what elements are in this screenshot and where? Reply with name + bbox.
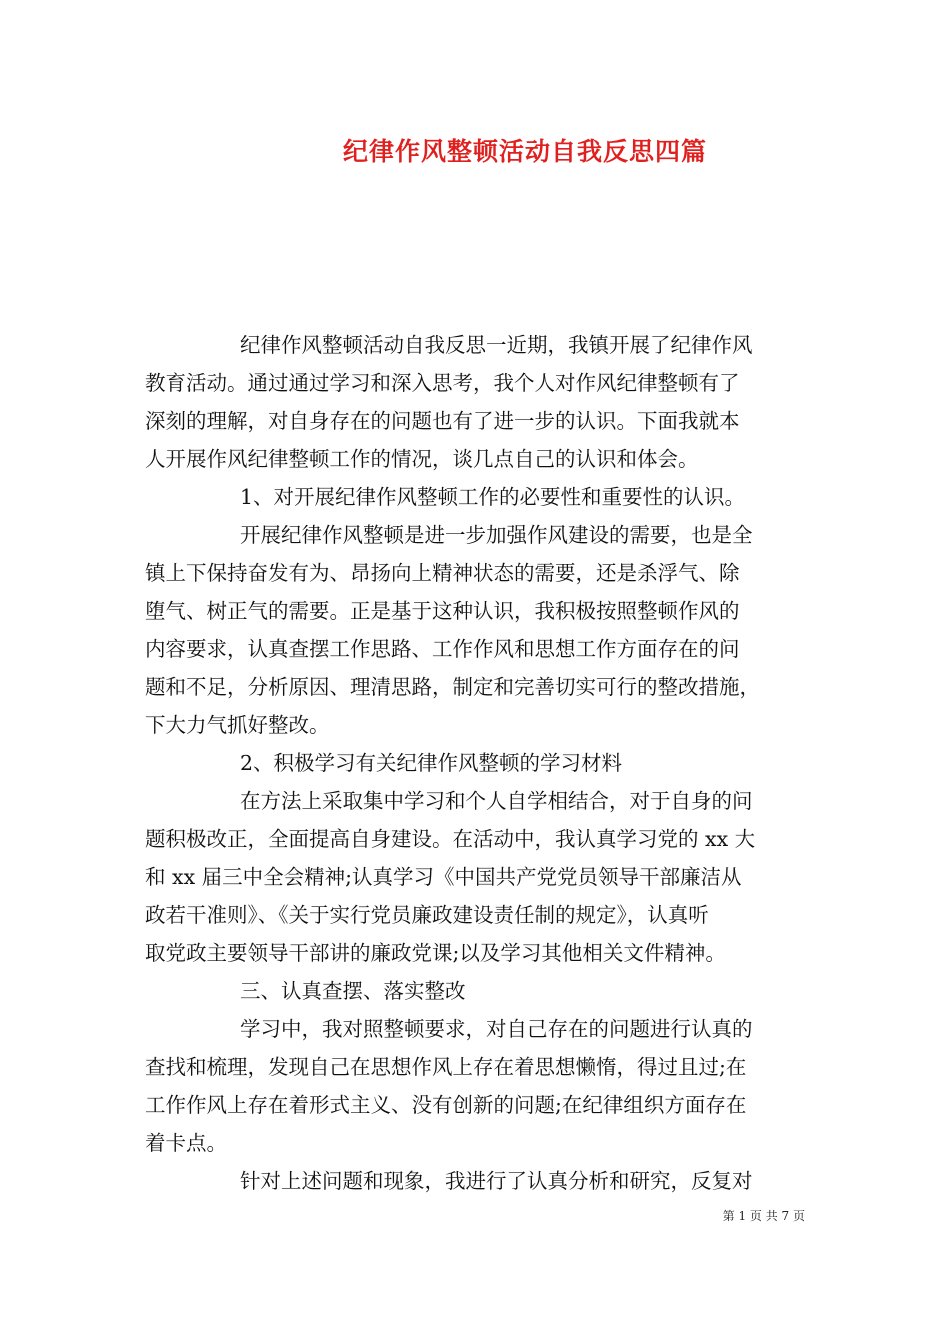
paragraph-line: 纪律作风整顿活动自我反思一近期，我镇开展了纪律作风 <box>240 333 753 357</box>
document-body <box>145 326 810 1200</box>
section-heading: 1、对开展纪律作风整顿工作的必要性和重要性的认识。 <box>240 485 746 509</box>
paragraph-line: 教育活动。通过通过学习和深入思考，我个人对作风纪律整顿有了 <box>145 371 740 395</box>
section-heading: 2、积极学习有关纪律作风整顿的学习材料 <box>240 751 623 775</box>
paragraph-line: 针对上述问题和现象，我进行了认真分析和研究，反复对 <box>240 1169 753 1193</box>
paragraph-line: 工作作风上存在着形式主义、没有创新的问题;在纪律组织方面存在 <box>145 1093 747 1117</box>
paragraph-line: 开展纪律作风整顿是进一步加强作风建设的需要，也是全 <box>240 523 753 547</box>
paragraph-line: 镇上下保持奋发有为、昂扬向上精神状态的需要，还是杀浮气、除 <box>145 561 740 585</box>
paragraph-line: 政若干准则》、《关于实行党员廉政建设责任制的规定》，认真听 <box>145 903 709 927</box>
paragraph-line: 深刻的理解，对自身存在的问题也有了进一步的认识。下面我就本 <box>145 409 740 433</box>
page-number: 第 1 页 共 7 页 <box>722 1209 805 1223</box>
paragraph-line: 在方法上采取集中学习和个人自学相结合，对于自身的问 <box>240 789 753 813</box>
paragraph-line: 下大力气抓好整改。 <box>145 713 330 737</box>
document-title: 纪律作风整顿活动自我反思四篇 <box>342 137 707 166</box>
paragraph-line: 题积极改正，全面提高自身建设。在活动中，我认真学习党的 xx 大 <box>145 827 756 851</box>
paragraph-line: 和 xx 届三中全会精神;认真学习《中国共产党党员领导干部廉洁从 <box>145 865 742 889</box>
paragraph-line: 内容要求，认真查摆工作思路、工作作风和思想工作方面存在的问 <box>145 637 740 661</box>
paragraph-line: 查找和梳理，发现自己在思想作风上存在着思想懒惰，得过且过;在 <box>145 1055 747 1079</box>
paragraph-line: 学习中，我对照整顿要求，对自己存在的问题进行认真的 <box>240 1017 753 1041</box>
paragraph-line: 堕气、树正气的需要。正是基于这种认识，我积极按照整顿作风的 <box>145 599 740 623</box>
paragraph-line: 题和不足，分析原因、理清思路，制定和完善切实可行的整改措施， <box>145 675 760 699</box>
paragraph-line: 取党政主要领导干部讲的廉政党课;以及学习其他相关文件精神。 <box>145 941 726 965</box>
paragraph-line: 着卡点。 <box>145 1131 227 1155</box>
paragraph-line: 人开展作风纪律整顿工作的情况，谈几点自己的认识和体会。 <box>145 447 699 471</box>
section-heading: 三、认真查摆、落实整改 <box>240 979 466 1003</box>
